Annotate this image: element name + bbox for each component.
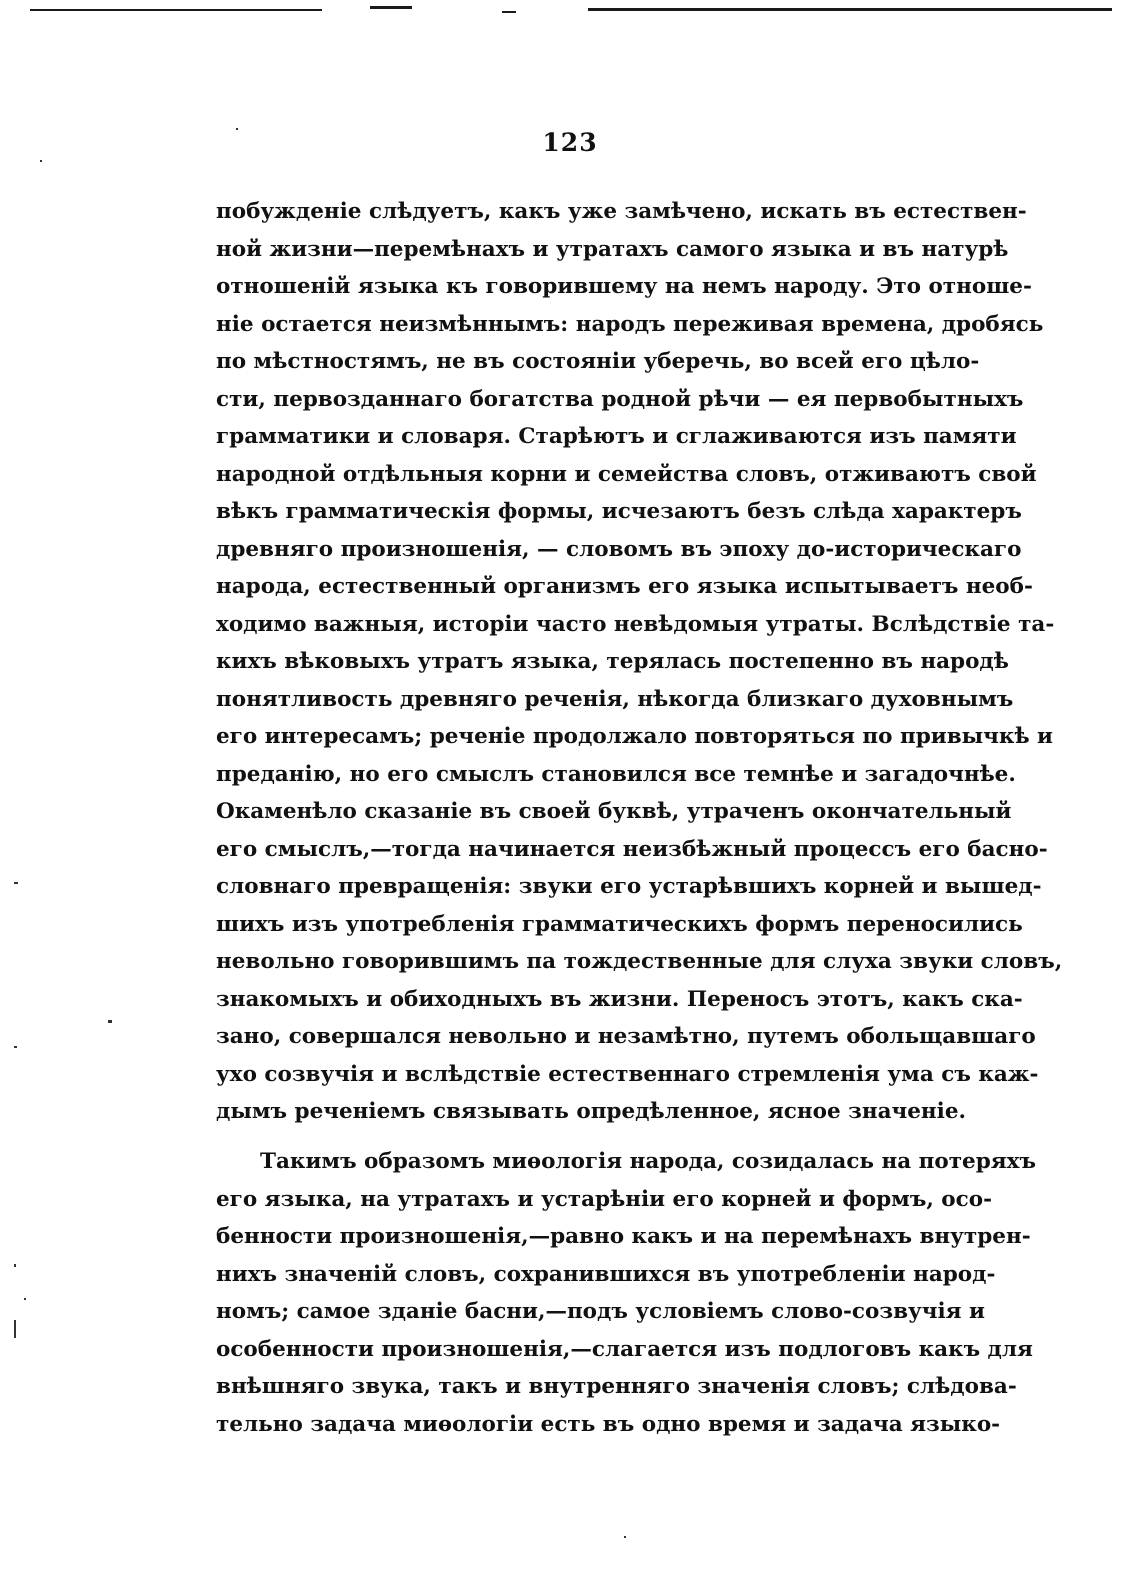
text-line: бенности произношенія,—равно какъ и на перемѣнахъ внутрен- [216,1224,1031,1249]
paragraph-text [216,193,1063,1131]
text-line: его интересамъ; реченіе продолжало повторяться по привычкѣ и [216,724,1053,749]
paragraph-text [216,1143,1036,1443]
margin-speck [24,1298,26,1300]
top-rule-left [30,9,322,11]
text-line: по мѣстностямъ, не въ состояніи уберечь, во всей его цѣло- [216,349,980,374]
text-line: побужденіе слѣдуетъ, какъ уже замѣчено, искать въ естествен- [216,199,1027,224]
text-line: его смыслъ,—тогда начинается неизбѣжный процессъ его басно- [216,836,1048,862]
text-line: тельно задача миѳологіи есть въ одно время и задача языко- [216,1411,1001,1437]
text-line: народной отдѣльныя корни и семейства словъ, отживаютъ свой [216,461,1037,487]
text-line: ухо созвучія и вслѣдствіе естественнаго стремленія ума съ каж- [216,1061,1039,1087]
text-line: Окаменѣло сказаніе въ своей буквѣ, утраченъ окончательный [216,799,1012,824]
margin-speck [624,1536,626,1538]
margin-speck [14,1264,16,1267]
text-line: ной жизни—перемѣнахъ и утратахъ самого языка и въ натурѣ [216,236,1009,262]
text-line: вѣкъ грамматическія формы, исчезаютъ безъ слѣда характеръ [216,499,1022,524]
text-line: ніе остается неизмѣннымъ: народъ переживая времена, дробясь [216,311,1044,337]
text-line: номъ; самое зданіе басни,—подъ условіемъ слово-созвучія и [216,1299,985,1324]
text-line: особенности произношенія,—слагается изъ подлоговъ какъ для [216,1336,1033,1362]
text-line: древняго произношенія, — словомъ въ эпоху до-историческаго [216,536,1022,562]
margin-speck [14,1046,17,1048]
text-line: внѣшняго звука, такъ и внутренняго значенія словъ; слѣдова- [216,1374,1017,1399]
text-line: дымъ реченіемъ связывать опредѣленное, ясное значеніе. [216,1099,966,1124]
margin-speck [14,1320,16,1338]
text-line: Такимъ образомъ миѳологія народа, созидалась на потеряхъ [260,1149,1036,1174]
text-line: словнаго превращенія: звуки его устарѣвшихъ корней и вышед- [216,874,1042,899]
text-line: ходимо важныя, исторіи часто невѣдомыя утраты. Вслѣдствіе та- [216,611,1055,637]
text-line: нихъ значеній словъ, сохранившихся въ употребленіи народ- [216,1261,996,1287]
margin-speck [40,160,42,162]
page-number: 123 [542,128,598,157]
top-rule-dash [502,11,516,13]
top-rule-right [588,8,1112,11]
margin-speck [108,1020,112,1023]
text-line: народа, естественный организмъ его языка испытываетъ необ- [216,574,1033,599]
text-line: его языка, на утратахъ и устарѣніи его корней и формъ, осо- [216,1186,992,1212]
top-rule-mark [370,6,412,9]
text-line: кихъ вѣковыхъ утратъ языка, терялась постепенно въ народѣ [216,649,1009,674]
text-line: невольно говорившимъ па тождественные для слуха звуки словъ, [216,949,1063,974]
text-line: зано, совершался невольно и незамѣтно, путемъ обольщавшаго [216,1024,1036,1049]
text-line: преданію, но его смыслъ становился все темнѣе и загадочнѣе. [216,761,1016,787]
margin-speck [14,882,18,884]
text-line: понятливость древняго реченія, нѣкогда близкаго духовнымъ [216,686,1014,712]
text-line: грамматики и словаря. Старѣютъ и сглаживаются изъ памяти [216,424,1017,449]
text-line: знакомыхъ и обиходныхъ въ жизни. Переносъ этотъ, какъ ска- [216,986,1023,1012]
text-line: отношеній языка къ говорившему на немъ народу. Это отноше- [216,274,1032,299]
text-line: шихъ изъ употребленія грамматическихъ формъ переносились [216,911,1023,937]
text-line: сти, первозданнаго богатства родной рѣчи — ея первобытныхъ [216,386,1024,412]
